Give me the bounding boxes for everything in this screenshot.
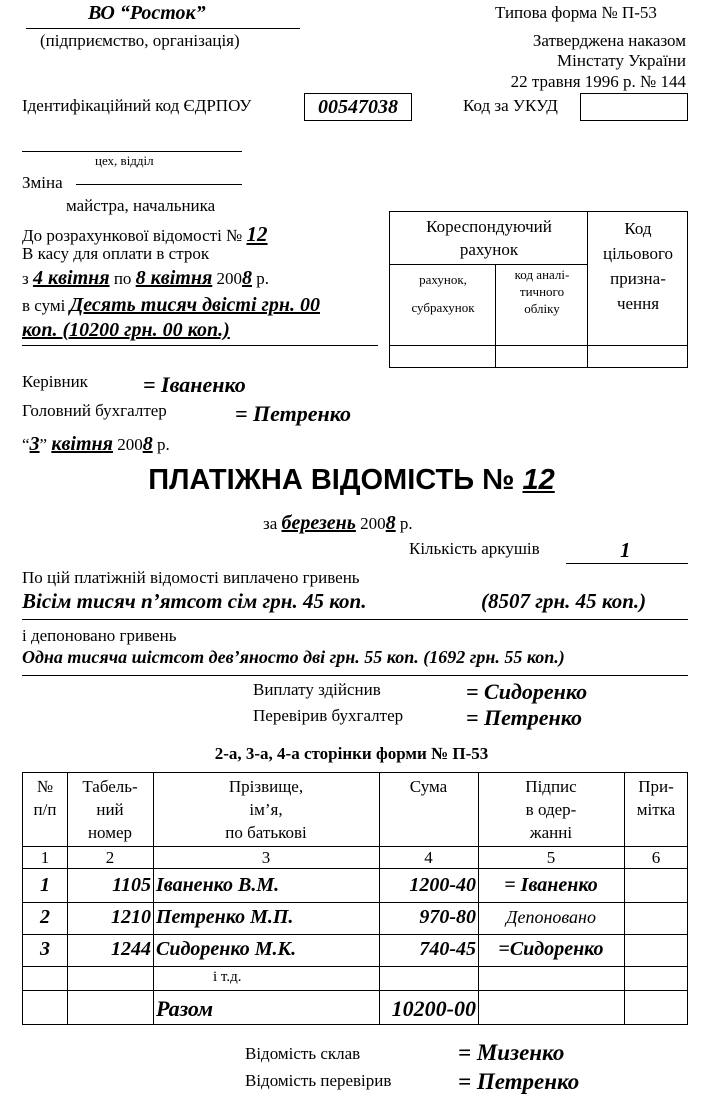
org-name: ВО “Росток” (88, 2, 206, 24)
ref-label-text: До розрахункової відомості № (22, 226, 243, 245)
table-row-2-name: Петренко М.П. (156, 906, 294, 928)
col-header-signature-line2: в одер- (525, 800, 577, 819)
approved-line-1: Затверджена наказом (532, 31, 686, 50)
col-header-tab (67, 775, 153, 844)
col-header-name-line1: Прізвище, (228, 777, 304, 796)
col-number-3: 3 (261, 848, 271, 867)
checked-by-label: Перевірив бухгалтер (253, 706, 404, 725)
corr-col-analytic: код аналі- тичного обліку (514, 267, 570, 316)
ukud-label: Код за УКУД (463, 96, 558, 115)
sheets-label: Кількість аркушів (409, 539, 540, 558)
table-row-3-number: 3 (40, 938, 50, 960)
sum-label: в сумі (22, 296, 66, 315)
table-row-3-tab: 1244 (111, 938, 151, 960)
period-month: березень (281, 512, 356, 534)
paid-words: Вісім тисяч п’ятсот сім грн. 45 коп. (22, 589, 367, 613)
period (263, 512, 413, 535)
from-label: з (22, 269, 29, 288)
verified-label: Відомість перевірив (245, 1071, 392, 1090)
col-number-1: 1 (40, 848, 50, 867)
date-year-prefix: 200 (117, 435, 143, 454)
col-header-number-line1: № (36, 777, 54, 796)
verified-signature: = Петренко (458, 1069, 580, 1094)
period-year-prefix: 200 (360, 514, 386, 533)
col-number-2: 2 (105, 848, 115, 867)
period-label: за (263, 514, 278, 533)
col-header-sum-line1: Сума (409, 777, 448, 796)
col-header-note-line1: При- (638, 777, 674, 796)
form-type: Типова форма № П-53 (495, 3, 657, 22)
col-number-6: 6 (651, 848, 661, 867)
from-date: 4 квітня (32, 267, 110, 289)
edrpou-code: 00547038 (304, 93, 412, 121)
period-line (22, 267, 269, 290)
date-close-quote: ” (39, 435, 48, 454)
col-header-name (153, 775, 379, 844)
period-year-suffix: р. (399, 514, 413, 533)
compiled-label: Відомість склав (245, 1044, 361, 1063)
chief-accountant-signature: = Петренко (235, 401, 352, 426)
edrpou-label: Ідентифікаційний код ЄДРПОУ (22, 96, 252, 115)
date-day: 3 (29, 433, 40, 455)
col-header-signature-line3: жанні (529, 823, 573, 842)
shop-caption: цех, відділ (95, 153, 154, 168)
table-row-3-sum: 740-45 (419, 938, 476, 960)
sum-line (22, 294, 320, 317)
paid-by-label: Виплату здійснив (253, 680, 381, 699)
table-row-2-number: 2 (40, 906, 50, 928)
table-row-2-sum: 970-80 (419, 906, 476, 928)
table-total-sum: 10200-00 (391, 996, 476, 1021)
date-year-digit: 8 (142, 433, 153, 455)
corr-col-subaccount: рахунок, субрахунок (411, 272, 475, 315)
table-row-1-tab: 1105 (112, 874, 151, 896)
col-header-sum (379, 775, 478, 798)
page-title-text: ПЛАТІЖНА ВІДОМІСТЬ № (148, 464, 515, 496)
to-date: 8 квітня (135, 267, 213, 289)
compiled-signature: = Мизенко (458, 1040, 565, 1065)
col-header-signature (478, 775, 624, 844)
year-prefix: 200 (216, 269, 243, 288)
col-header-number (23, 775, 67, 821)
checked-by-signature: = Петренко (466, 705, 583, 730)
page-title (0, 464, 703, 497)
deposited-label: і депоновано гривень (22, 626, 177, 645)
table-row-etc: і т.д. (213, 969, 242, 985)
page-title-number: 12 (522, 464, 555, 496)
year-digit: 8 (242, 267, 253, 289)
table-row-1-number: 1 (40, 874, 50, 896)
table-row-3-name: Сидоренко М.К. (156, 938, 297, 960)
corr-purpose-header: Код цільового призна- чення (602, 219, 674, 313)
table-row-2-tab: 1210 (111, 906, 151, 928)
sum-words-1: Десять тисяч двісті грн. 00 (69, 294, 321, 316)
table-row-3-signature: =Сидоренко (498, 938, 604, 960)
date-year-suffix: р. (156, 435, 170, 454)
approved-line-2: Мінстату України (557, 51, 686, 70)
head-label: Керівник (22, 372, 88, 391)
year-suffix: р. (256, 269, 270, 288)
table-caption: 2-а, 3-а, 4-а сторінки форми № П-53 (214, 744, 489, 763)
col-header-number-line2: п/п (33, 800, 57, 819)
table-row-1-name: Іваненко В.М. (156, 874, 280, 896)
chief-accountant-label: Головний бухгалтер (22, 401, 167, 420)
to-label: по (113, 269, 132, 288)
table-row-1-signature: = Іваненко (504, 874, 598, 896)
sign-date (22, 433, 170, 456)
col-header-tab-line1: Табель- (82, 777, 138, 796)
head-signature: = Іваненко (143, 372, 246, 397)
paid-label: По цій платіжній відомості виплачено гривень (22, 568, 360, 587)
cash-label: В касу для оплати в строк (22, 244, 210, 263)
correspondence-table (389, 211, 688, 368)
sheets-count: 1 (620, 538, 631, 562)
payroll-table (22, 772, 688, 1025)
paid-digits: (8507 грн. 45 коп.) (481, 589, 647, 613)
table-row-2-signature: Депоновано (506, 907, 596, 927)
table-total-label: Разом (156, 996, 214, 1021)
col-number-4: 4 (424, 848, 433, 867)
col-header-signature-line1: Підпис (525, 777, 577, 796)
ukud-box (580, 93, 688, 121)
col-header-name-line3: по батькові (225, 823, 307, 842)
master-caption: майстра, начальника (66, 196, 216, 215)
col-header-tab-line2: ний (96, 800, 124, 819)
col-header-tab-line3: номер (87, 823, 133, 842)
ref-number: 12 (246, 222, 268, 246)
shift-label: Зміна (22, 173, 63, 192)
deposited-words: Одна тисяча шістсот дев’яносто дві грн. 55 коп. (1692 грн. 55 коп.) (22, 647, 565, 667)
org-caption: (підприємство, організація) (40, 31, 240, 50)
paid-by-signature: = Сидоренко (466, 679, 588, 704)
table-row-1-sum: 1200-40 (409, 874, 476, 896)
period-year-digit: 8 (385, 512, 396, 534)
col-header-note-line2: мітка (636, 800, 676, 819)
date-month: квітня (51, 433, 113, 455)
date-open-quote: “ (22, 435, 30, 454)
sum-words-2: коп. (10200 грн. 00 коп.) (22, 319, 230, 341)
col-number-5: 5 (546, 848, 556, 867)
corr-account-header: Кореспондуючий рахунок (426, 217, 552, 259)
approved-line-3: 22 травня 1996 р. № 144 (510, 72, 686, 91)
col-header-note (624, 775, 688, 821)
col-header-name-line2: ім’я, (249, 800, 283, 819)
